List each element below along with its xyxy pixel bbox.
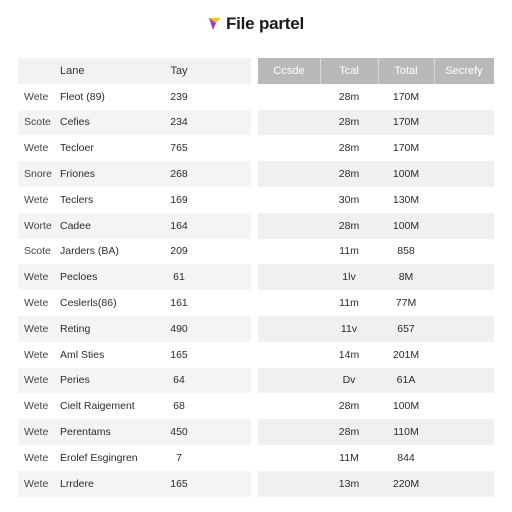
row-name: Ceslerls(86) xyxy=(60,297,117,310)
row-tcal: 11m xyxy=(339,297,359,310)
row-total: 170M xyxy=(392,116,420,129)
row-security xyxy=(434,135,494,161)
row-size: 765 xyxy=(170,142,188,155)
row-size: 68 xyxy=(173,400,185,413)
column-header-total[interactable]: Total xyxy=(394,64,418,77)
row-size: 169 xyxy=(170,193,188,206)
row-total: 100M xyxy=(392,168,420,181)
row-type: Worte xyxy=(24,219,52,232)
row-tcal: 28m xyxy=(338,142,360,155)
row-total: 77M xyxy=(395,297,417,310)
row-total: 201M xyxy=(392,348,420,361)
row-size: 268 xyxy=(170,168,188,181)
row-tcal: 30m xyxy=(338,193,360,206)
row-tcal: 11m xyxy=(339,245,359,258)
table-row[interactable] xyxy=(18,213,494,239)
row-total: 100M xyxy=(392,219,420,232)
row-tcal: 28m xyxy=(338,90,360,103)
row-security xyxy=(434,290,494,316)
column-header-name[interactable]: Lane xyxy=(60,64,85,77)
row-total: 844 xyxy=(397,451,415,464)
row-name: Perentams xyxy=(60,426,111,439)
column-header-tcal[interactable]: Tcal xyxy=(339,64,359,77)
app-header xyxy=(0,12,512,36)
row-total: 61A xyxy=(396,374,416,387)
row-type: Wete xyxy=(24,297,49,310)
row-tcal: Dv xyxy=(342,374,356,387)
row-total: 170M xyxy=(392,142,420,155)
row-size: 165 xyxy=(170,348,188,361)
row-security xyxy=(434,316,494,342)
table-row[interactable] xyxy=(18,187,494,213)
row-name: Lrrdere xyxy=(60,477,94,490)
row-security xyxy=(434,445,494,471)
table-row[interactable] xyxy=(18,316,494,342)
table-row[interactable] xyxy=(18,445,494,471)
row-name: Cefies xyxy=(60,116,90,129)
row-type: Wete xyxy=(24,477,49,490)
row-total: 170M xyxy=(392,90,420,103)
row-code xyxy=(258,342,320,368)
row-name: Peries xyxy=(60,374,90,387)
row-security xyxy=(434,161,494,187)
row-total: 110M xyxy=(393,426,419,439)
file-table xyxy=(18,58,494,497)
row-name: Erolef Esgingren xyxy=(60,451,138,464)
row-name: Friones xyxy=(60,168,96,181)
row-name: Teclers xyxy=(60,193,94,206)
row-name: Tecloer xyxy=(60,142,94,155)
row-security xyxy=(434,419,494,445)
row-size: 165 xyxy=(170,477,188,490)
row-type: Wete xyxy=(24,90,49,103)
row-code xyxy=(258,264,320,290)
row-size: 164 xyxy=(170,219,188,232)
row-type: Wete xyxy=(24,271,49,284)
row-size: 61 xyxy=(173,271,185,284)
table-row[interactable] xyxy=(18,84,494,110)
row-tcal: 11M xyxy=(339,451,359,464)
row-code xyxy=(258,393,320,419)
row-tcal: 11v xyxy=(340,322,358,335)
column-header-code[interactable]: Ccsde xyxy=(273,64,305,77)
row-code xyxy=(258,419,320,445)
row-code xyxy=(258,187,320,213)
logo-icon xyxy=(208,17,222,31)
row-type: Scote xyxy=(24,116,51,129)
row-tcal: 1lv xyxy=(342,271,356,284)
row-total: 130M xyxy=(392,193,420,206)
row-code xyxy=(258,135,320,161)
row-total: 657 xyxy=(397,322,415,335)
row-type: Wete xyxy=(24,400,49,413)
row-size: 209 xyxy=(170,245,188,258)
row-tcal: 28m xyxy=(338,426,360,439)
row-type: Wete xyxy=(24,374,49,387)
row-code xyxy=(258,213,320,239)
table-row[interactable] xyxy=(18,161,494,187)
row-security xyxy=(434,342,494,368)
row-security xyxy=(434,393,494,419)
row-tcal: 14m xyxy=(338,348,360,361)
row-name: Cielt Raigement xyxy=(60,400,135,413)
row-type: Wete xyxy=(24,451,49,464)
row-security xyxy=(434,264,494,290)
row-tcal: 28m xyxy=(338,116,360,129)
row-size: 234 xyxy=(170,116,188,129)
row-total: 100M xyxy=(392,400,420,413)
row-code xyxy=(258,239,320,265)
app-title: File partel xyxy=(225,14,305,33)
row-total: 8M xyxy=(398,271,414,284)
row-security xyxy=(434,471,494,497)
table-row[interactable] xyxy=(18,342,494,368)
table-header-row xyxy=(18,58,494,84)
table-row[interactable] xyxy=(18,110,494,136)
row-type: Snore xyxy=(24,168,53,181)
row-security xyxy=(434,239,494,265)
row-security xyxy=(434,187,494,213)
row-code xyxy=(258,161,320,187)
table-row[interactable] xyxy=(18,471,494,497)
row-security xyxy=(434,110,494,136)
row-type: Wete xyxy=(24,348,49,361)
row-tcal: 13m xyxy=(338,477,360,490)
table-row[interactable] xyxy=(18,264,494,290)
table-row[interactable] xyxy=(18,239,494,265)
row-size: 239 xyxy=(170,90,188,103)
table-row[interactable] xyxy=(18,393,494,419)
row-code xyxy=(258,368,320,394)
row-code xyxy=(258,316,320,342)
row-code xyxy=(258,445,320,471)
row-security xyxy=(434,213,494,239)
table-row[interactable] xyxy=(18,290,494,316)
row-type: Wete xyxy=(24,426,49,439)
row-code xyxy=(258,110,320,136)
row-size: 450 xyxy=(170,426,188,439)
row-name: Reting xyxy=(60,322,91,335)
row-name: Fleot (89) xyxy=(60,90,105,103)
row-type: Wete xyxy=(24,193,49,206)
table-row[interactable] xyxy=(18,368,494,394)
row-code xyxy=(258,290,320,316)
row-size: 64 xyxy=(173,374,185,387)
row-size: 490 xyxy=(170,322,188,335)
row-name: Pecloes xyxy=(60,271,98,284)
row-tcal: 28m xyxy=(338,400,360,413)
row-tcal: 28m xyxy=(338,168,360,181)
row-code xyxy=(258,84,320,110)
column-header-security[interactable]: Secrefy xyxy=(445,64,483,77)
table-row[interactable] xyxy=(18,419,494,445)
row-code xyxy=(258,471,320,497)
row-size: 7 xyxy=(176,451,182,464)
row-name: Cadee xyxy=(60,219,91,232)
row-security xyxy=(434,368,494,394)
row-name: Jarders (BA) xyxy=(60,245,119,258)
row-size: 161 xyxy=(170,297,188,310)
row-security xyxy=(434,84,494,110)
row-type: Scote xyxy=(24,245,51,258)
table-row[interactable] xyxy=(18,135,494,161)
row-total: 220M xyxy=(392,477,420,490)
row-name: Aml Sties xyxy=(60,348,105,361)
row-type: Wete xyxy=(24,142,49,155)
column-header-size[interactable]: Tay xyxy=(170,64,188,77)
row-type: Wete xyxy=(24,322,49,335)
row-total: 858 xyxy=(397,245,415,258)
row-tcal: 28m xyxy=(338,219,360,232)
